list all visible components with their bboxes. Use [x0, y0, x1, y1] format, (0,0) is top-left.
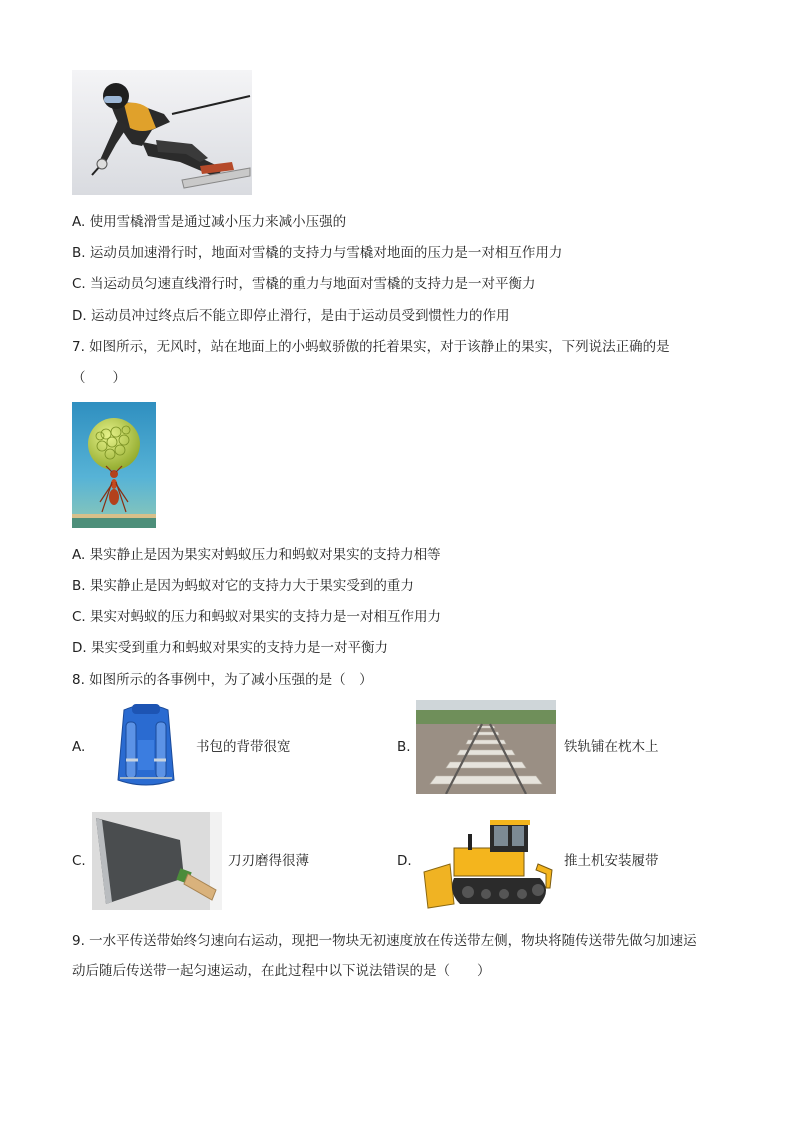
bulldozer-figure — [420, 812, 556, 914]
q7-stem-line2: （ ） — [72, 370, 126, 386]
q6-option-b: B. 运动员加速滑行时，地面对雪橇的支持力与雪橇对地面的压力是一对相互作用力 — [72, 245, 563, 261]
knife-figure — [92, 812, 222, 910]
skier-figure — [72, 70, 252, 195]
q6-option-c: C. 当运动员匀速直线滑行时，雪橇的重力与地面对雪橇的支持力是一对平衡力 — [72, 276, 536, 292]
q8-a-caption: 书包的背带很宽 — [196, 739, 291, 755]
q6-option-d: D. 运动员冲过终点后不能立即停止滑行，是由于运动员受到惯性力的作用 — [72, 308, 510, 324]
railway-figure — [416, 700, 556, 794]
q7-stem-line1: 7. 如图所示，无风时，站在地面上的小蚂蚁骄傲的托着果实，对于该静止的果实，下列说法正确的是 — [72, 339, 670, 355]
q8-b-letter: B. — [397, 739, 411, 755]
q7-option-a: A. 果实静止是因为果实对蚂蚁压力和蚂蚁对果实的支持力相等 — [72, 547, 441, 563]
q8-stem: 8. 如图所示的各事例中，为了减小压强的是（ ） — [72, 672, 373, 688]
backpack-figure — [108, 700, 184, 794]
q8-d-letter: D. — [397, 853, 412, 869]
q7-option-c: C. 果实对蚂蚁的压力和蚂蚁对果实的支持力是一对相互作用力 — [72, 609, 442, 625]
q8-c-caption: 刀刃磨得很薄 — [228, 853, 309, 869]
q8-d-caption: 推土机安装履带 — [564, 853, 659, 869]
q9-stem-line2: 动后随后传送带一起匀速运动，在此过程中以下说法错误的是（ ） — [72, 963, 491, 979]
q8-a-letter: A. — [72, 739, 86, 755]
q7-option-d: D. 果实受到重力和蚂蚁对果实的支持力是一对平衡力 — [72, 640, 388, 656]
q8-b-caption: 铁轨铺在枕木上 — [564, 739, 659, 755]
q9-stem-line1: 9. 一水平传送带始终匀速向右运动，现把一物块无初速度放在传送带左侧，物块将随传送带先做匀加速运 — [72, 933, 697, 949]
q7-option-b: B. 果实静止是因为蚂蚁对它的支持力大于果实受到的重力 — [72, 578, 414, 594]
q6-option-a: A. 使用雪橇滑雪是通过减小压力来减小压强的 — [72, 214, 347, 230]
ant-fruit-figure — [72, 402, 156, 528]
q8-c-letter: C. — [72, 853, 86, 869]
